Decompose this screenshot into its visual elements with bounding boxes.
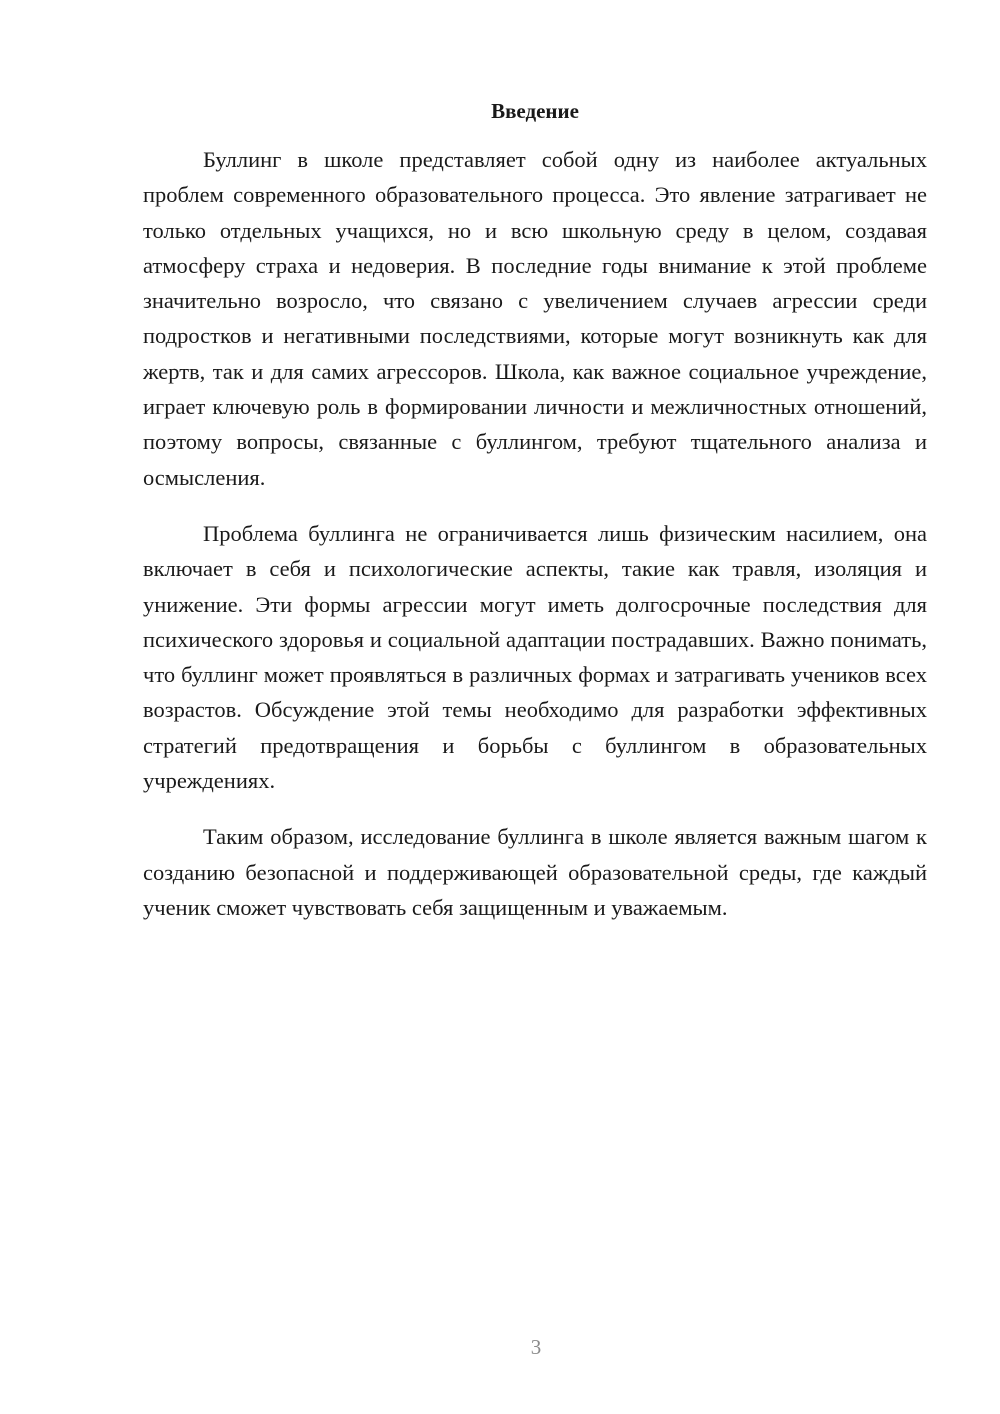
paragraph-2: Проблема буллинга не ограничивается лишь физическим насилием, она включает в себя и психологические аспекты, такие как травля, изоляция и унижение. Эти формы агрессии могут иметь долгосрочные последствия для психического здоровья и социальной адаптации пострадавших. Важно понимать, что буллинг может проявляться в различных формах и затрагивать учеников всех возрастов. Обсуждение этой темы необходимо для разработки эффективных стратегий предотвращения и борьбы с буллингом в образовательных учреждениях. bbox=[143, 520, 927, 794]
page-number: 3 bbox=[530, 1335, 542, 1359]
paragraph-1: Буллинг в школе представляет собой одну из наиболее актуальных проблем современного образовательного процесса. Это явление затрагивает не только отдельных учащихся, но и всю школьную среду в целом, создавая атмосферу страха и недоверия. В последние годы внимание к этой проблеме значительно возросло, что связано с увеличением случаев агрессии среди подростков и негативными последствиями, которые могут возникнуть как для жертв, так и для самих агрессоров. Школа, как важное социальное учреждение, играет ключевую роль в формировании личности и межличностных отношений, поэтому вопросы, связанные с буллингом, требуют тщательного анализа и осмысления. bbox=[143, 147, 927, 490]
section-title: Введение bbox=[491, 99, 579, 123]
body-text bbox=[143, 142, 927, 946]
paragraph-3: Таким образом, исследование буллинга в школе является важным шагом к созданию безопасной и поддерживающей образовательной среды, где каждый ученик сможет чувствовать себя защищенным и уважаемым. bbox=[143, 824, 927, 920]
